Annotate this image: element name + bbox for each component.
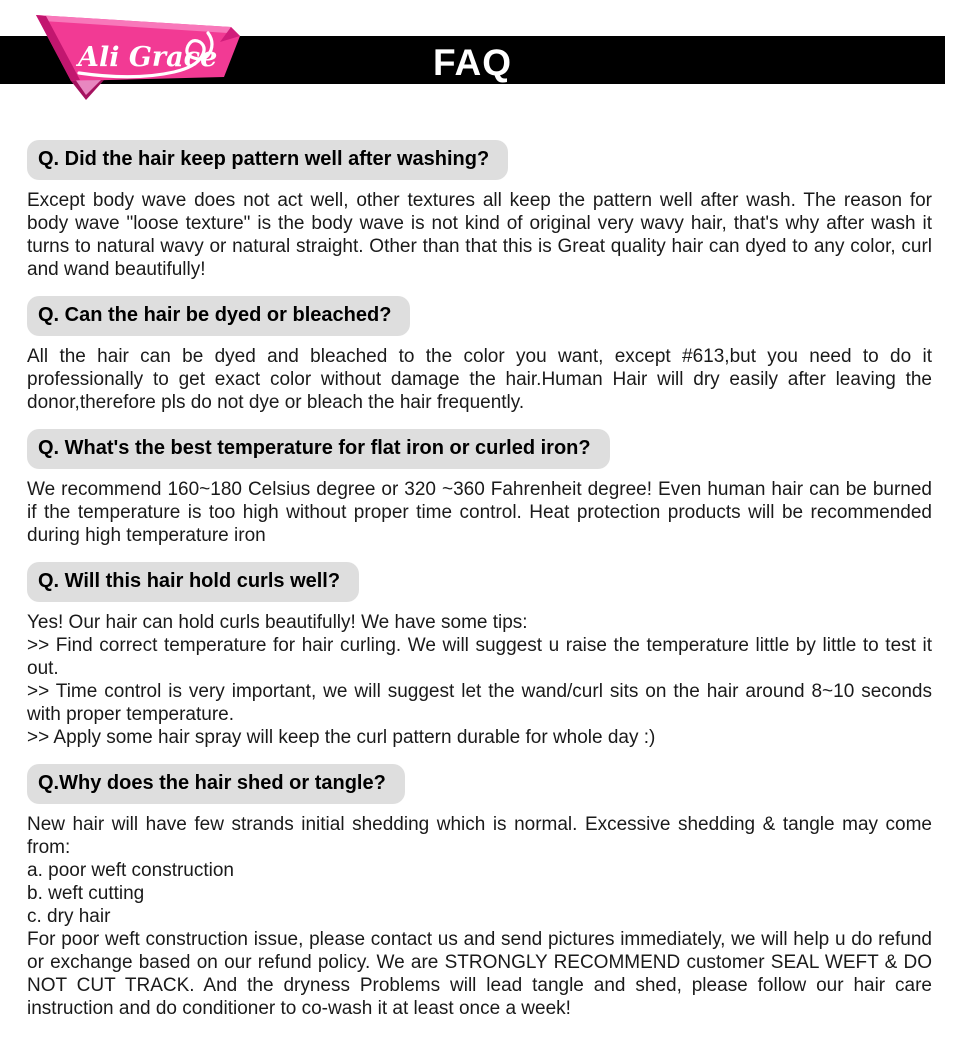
question-bubble bbox=[27, 140, 508, 180]
answer-block bbox=[27, 611, 932, 749]
question-text: Q. Will this hair hold curls well? bbox=[38, 570, 341, 592]
answer-paragraph: >> Apply some hair spray will keep the curl pattern durable for whole day :) bbox=[27, 727, 656, 748]
answer-paragraph: For poor weft construction issue, please contact us and send pictures immediately, we will help u do refund or exchange based on our refund policy. We are STRONGLY RECOMMEND customer SEAL WEFT & DO NOT CUT TRACK. And the dryness Problems will lead tangle and shed, please follow our hair care instruction and do conditioner to co-wash it at least once a week! bbox=[27, 929, 932, 1019]
answer-block bbox=[27, 345, 932, 414]
page-header bbox=[0, 0, 960, 84]
page-title: FAQ bbox=[432, 42, 513, 83]
faq-section-washing bbox=[27, 140, 932, 281]
question-bubble bbox=[27, 296, 410, 336]
question-text: Q.Why does the hair shed or tangle? bbox=[38, 772, 386, 794]
faq-section-dye-bleach bbox=[27, 296, 932, 414]
question-text: Q. Did the hair keep pattern well after washing? bbox=[38, 148, 490, 170]
answer-block bbox=[27, 478, 932, 547]
question-text: Q. What's the best temperature for flat iron or curled iron? bbox=[38, 437, 591, 459]
question-bubble bbox=[27, 764, 405, 804]
answer-paragraph: >> Time control is very important, we will suggest let the wand/curl sits on the hair around 8~10 seconds with proper temperature. bbox=[27, 681, 932, 725]
answer-paragraph: b. weft cutting bbox=[27, 883, 145, 904]
answer-paragraph: >> Find correct temperature for hair curling. We will suggest u raise the temperature little by little to test it out. bbox=[27, 635, 932, 679]
answer-paragraph: We recommend 160~180 Celsius degree or 320 ~360 Fahrenheit degree! Even human hair can be burned if the temperature is too high without proper time control. Heat protection products will be recommended during high temperature iron bbox=[27, 479, 932, 546]
answer-paragraph: New hair will have few strands initial shedding which is normal. Excessive shedding & tangle may come from: bbox=[27, 814, 932, 858]
answer-paragraph: All the hair can be dyed and bleached to the color you want, except #613,but you need to do it professionally to get exact color without damage the hair.Human Hair will dry easily after leaving the donor,therefore pls do not dye or bleach the hair frequently. bbox=[27, 346, 932, 413]
faq-content bbox=[0, 84, 960, 1020]
brand-name-text: Ali Grace bbox=[78, 42, 218, 73]
question-bubble bbox=[27, 562, 359, 602]
answer-paragraph: Except body wave does not act well, other textures all keep the pattern well after wash. The reason for body wave "loose texture" is the body wave is not kind of original very wavy hair, that's why after wash it turns to natural wavy or natural straight. Other than that this is Great quality hair can dyed to any color, curl and wand beautifully! bbox=[27, 190, 932, 280]
faq-section-iron-temperature bbox=[27, 429, 932, 547]
answer-paragraph: c. dry hair bbox=[27, 906, 111, 927]
answer-paragraph: Yes! Our hair can hold curls beautifully! We have some tips: bbox=[27, 612, 528, 633]
answer-block bbox=[27, 189, 932, 281]
faq-section-hold-curls bbox=[27, 562, 932, 749]
answer-block bbox=[27, 813, 932, 1020]
answer-paragraph: a. poor weft construction bbox=[27, 860, 234, 881]
question-bubble bbox=[27, 429, 610, 469]
faq-section-shed-tangle bbox=[27, 764, 932, 1020]
question-text: Q. Can the hair be dyed or bleached? bbox=[38, 304, 392, 326]
ali-grace-ribbon-icon bbox=[24, 2, 256, 108]
brand-logo bbox=[24, 2, 256, 108]
